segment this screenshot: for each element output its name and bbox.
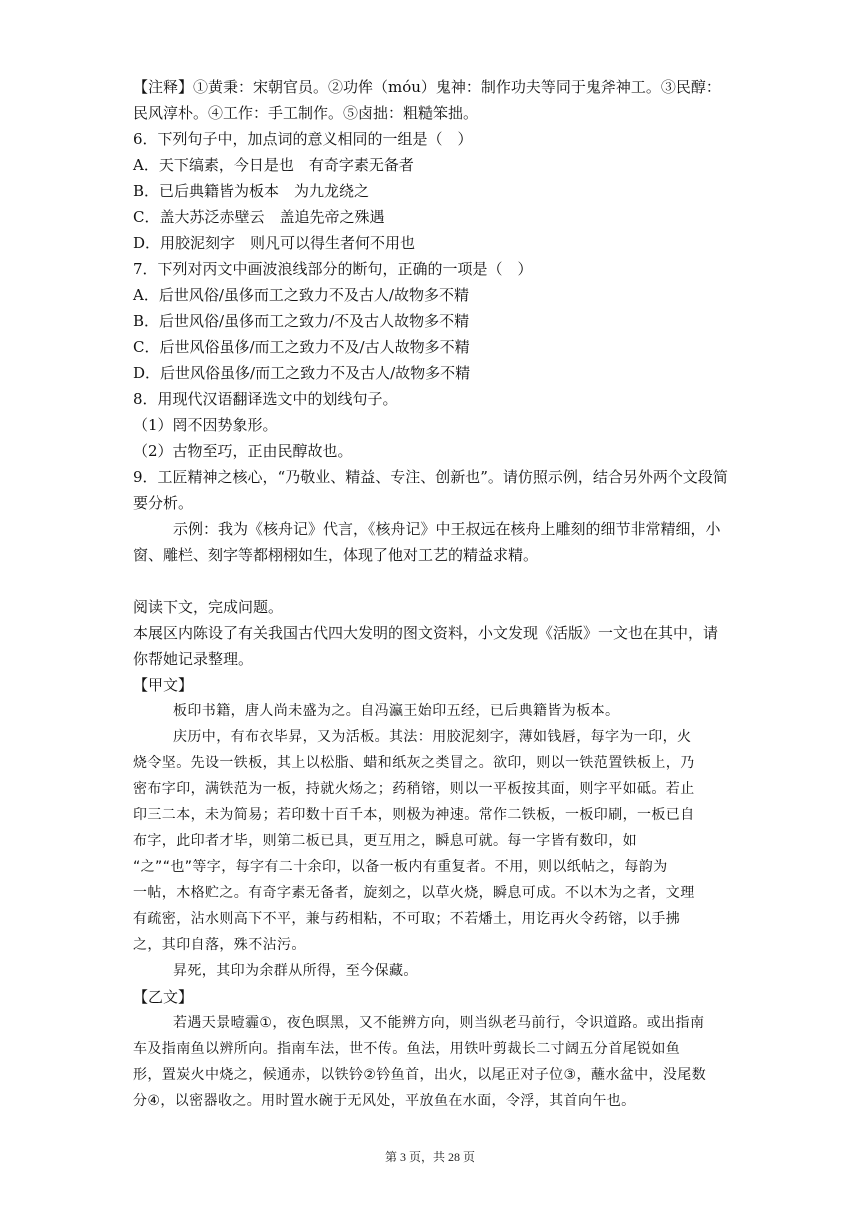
question-6-stem: 6．下列句子中，加点词的意义相同的一组是（ ） [133, 130, 473, 148]
jia-wen-line: 烧令坚。先设一铁板，其上以松脂、蜡和纸灰之类冒之。欲印，则以一铁范置铁板上，乃 [133, 755, 695, 771]
question-6-option-b: B．已后典籍皆为板本 为九龙绕之 [133, 182, 370, 200]
question-8-stem: 8．用现代汉语翻译选文中的划线句子。 [133, 390, 398, 408]
reading-desc-line-2: 你帮她记录整理。 [133, 650, 254, 668]
question-6-option-c: C．盖大苏泛赤壁云 盖追先帝之殊遇 [133, 208, 385, 226]
jia-wen-line: 密布字印，满铁范为一板，持就火炀之；药稍镕，则以一平板按其面，则字平如砥。若止 [133, 781, 695, 797]
jia-wen-line: 之，其印自落，殊不沾污。 [133, 937, 306, 953]
question-9-example-line-1: 示例：我为《核舟记》代言，《核舟记》中王叔远在核舟上雕刻的细节非常精细，小 [173, 520, 721, 538]
notes-line-2: 民风淳朴。④工作：手工制作。⑤卤拙：粗糙笨拙。 [133, 104, 479, 122]
jia-wen-line: 昇死，其印为余群从所得，至今保藏。 [173, 963, 418, 979]
yi-wen-line: 若遇天景曀霾①，夜色暝黑，又不能辨方向，则当纵老马前行，令识道路。或出指南 [173, 1015, 705, 1031]
jia-wen-line: 庆历中，有布衣毕昇，又为活板。其法：用胶泥刻字，薄如钱唇，每字为一印，火 [173, 729, 692, 745]
question-7-option-a: A．后世风俗/虽侈而工之致力不及古人/故物多不精 [133, 286, 469, 304]
jia-wen-label: 【甲文】 [133, 676, 194, 694]
question-7-option-b: B．后世风俗/虽侈而工之致力/不及古人故物多不精 [133, 312, 470, 330]
reading-desc-line-1: 本展区内陈设了有关我国古代四大发明的图文资料，小文发现《活版》一文也在其中，请 [133, 624, 719, 642]
yi-wen-line: 形，置炭火中烧之，候通赤，以铁钤②钤鱼首，出火，以尾正对子位③，蘸水盆中，没尾数 [133, 1067, 707, 1083]
yi-wen-label: 【乙文】 [133, 988, 194, 1006]
question-6-option-a: A．天下缟素，今日是也 有奇字素无备者 [133, 156, 414, 174]
question-7-option-c: C．后世风俗虽侈/而工之致力不及/古人故物多不精 [133, 338, 470, 356]
jia-wen-line: “之”“也”等字，每字有二十余印，以备一板内有重复者。不用，则以纸帖之，每韵为 [133, 859, 668, 875]
reading-intro: 阅读下文，完成问题。 [133, 598, 284, 616]
page-footer: 第 3 页，共 28 页 [384, 1150, 475, 1164]
jia-wen-line: 印三二本，未为简易；若印数十百千本，则极为神速。常作二铁板，一板印刷，一板已自 [133, 807, 695, 823]
jia-wen-line: 有疏密，沾水则高下不平，兼与药相粘，不可取；不若燔土，用讫再火令药镕，以手拂 [133, 911, 681, 927]
question-8-sentence-2: （2）古物至巧，正由民醇故也。 [133, 442, 353, 460]
yi-wen-line: 车及指南鱼以辨所向。指南车法，世不传。鱼法，用铁叶剪裁长二寸阔五分首尾锐如鱼 [133, 1041, 681, 1057]
question-9-example-line-2: 窗、雕栏、刻字等都栩栩如生，体现了他对工艺的精益求精。 [133, 546, 539, 564]
question-8-sentence-1: （1）罔不因势象形。 [133, 416, 278, 434]
question-6-option-d: D．用胶泥刻字 则凡可以得生者何不用也 [133, 234, 416, 252]
question-9-stem-line-2: 要分析。 [133, 494, 194, 512]
yi-wen-line: 分④，以密器收之。用时置水碗于无风处，平放鱼在水面，令浮，其首向午也。 [133, 1093, 636, 1109]
question-7-option-d: D．后世风俗虽侈/而工之致力不及古人/故物多不精 [133, 364, 471, 382]
notes-line-1: 【注释】①黄秉：宋朝官员。②功侔（móu）鬼神：制作功夫等同于鬼斧神工。③民醇： [133, 78, 721, 96]
jia-wen-line: 一帖，木格贮之。有奇字素无备者，旋刻之，以草火烧，瞬息可成。不以木为之者，文理 [133, 885, 695, 901]
jia-wen-line: 板印书籍，唐人尚未盛为之。自冯瀛王始印五经，已后典籍皆为板本。 [173, 703, 620, 719]
jia-wen-line: 布字，此印者才毕，则第二板已具，更互用之，瞬息可就。每一字皆有数印，如 [133, 833, 637, 849]
question-7-stem: 7．下列对丙文中画波浪线部分的断句，正确的一项是（ ） [133, 260, 533, 278]
question-9-stem-line-1: 9．工匠精神之核心，“乃敬业、精益、专注、创新也”。请仿照示例，结合另外两个文段简 [133, 468, 728, 486]
